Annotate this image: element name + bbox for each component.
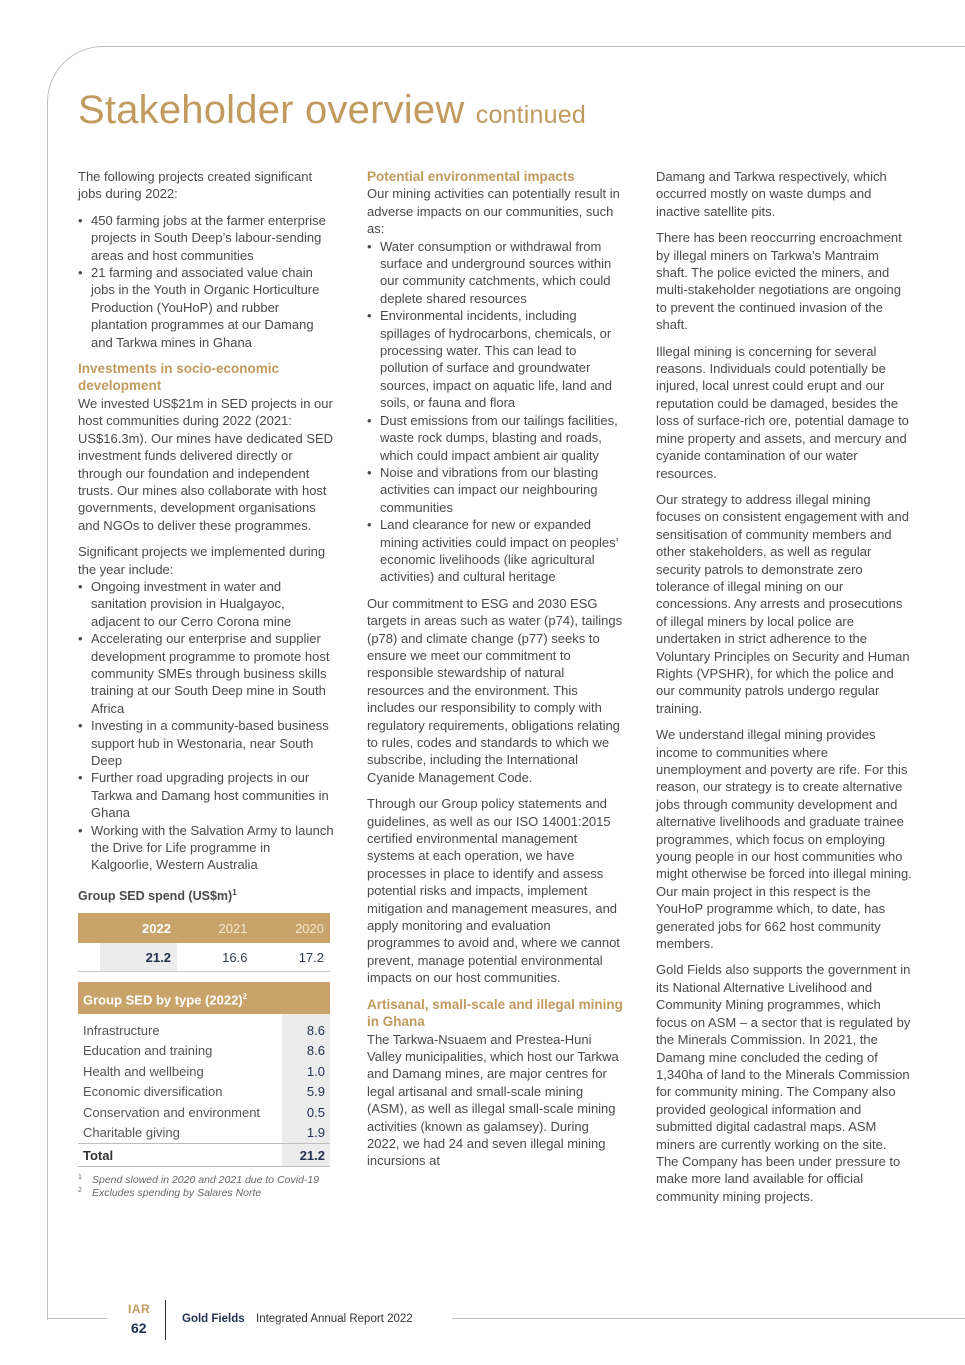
list-item: • Accelerating our enterprise and supplier development programme to promote host community SMEs through business skills training at our South Deep mine in South Africa: [78, 630, 334, 717]
paragraph: Our strategy to address illegal mining focuses on consistent engagement with and sensitisation of community members and other stakeholders, as well as regular security patrols to demonstrate zero tolerance of illegal mining on our concessions. Any arrests and prosecutions of illegal miners by local police are undertaken in strict adherence to the Voluntary Principles on Security and Human Rights (VPSHR), for which the police and our community patrols undergo regular training.: [656, 491, 910, 716]
spend-value-2022: 21.2: [100, 943, 177, 972]
asm-heading: Artisanal, small-scale and illegal mining in Ghana: [367, 996, 623, 1030]
paragraph: Damang and Tarkwa respectively, which occurred mostly on waste dumps and inactive satellite pits.: [656, 169, 887, 219]
list-item: • Water consumption or withdrawal from surface and underground sources within our community catchments, which could deplete shared resources: [367, 238, 623, 308]
list-item: • Working with the Salvation Army to launch the Drive for Life programme in Kalgoorlie, Western Australia: [78, 822, 334, 874]
table-row: Infrastructure 8.6: [78, 1014, 330, 1041]
table-row: Conservation and environment 0.5: [78, 1102, 330, 1123]
footer-section-label: IAR: [128, 1302, 151, 1316]
footnotes: [78, 1174, 334, 1199]
footer-report-title: Integrated Annual Report 2022: [256, 1313, 413, 1325]
column-2: [367, 168, 623, 1179]
list-item: • 450 farming jobs at the farmer enterprise projects in South Deep’s labour-sending areas and host communities: [78, 212, 334, 264]
page-title: [78, 88, 586, 133]
spend-table-header-blank: [78, 913, 100, 943]
page-number: 62: [131, 1320, 147, 1336]
spend-year-2021: 2021: [177, 913, 254, 943]
list-item: • Ongoing investment in water and sanitation provision in Hualgayoc, adjacent to our Cerro Corona mine: [78, 578, 334, 630]
list-item: • 21 farming and associated value chain jobs in the Youth in Organic Horticulture Production (YouHoP) and rubber plantation programmes at our Damang and Tarkwa mines in Ghana: [78, 264, 334, 351]
sed-heading: Investments in socio-economic development: [78, 361, 280, 394]
footer-brand: Gold Fields: [182, 1313, 245, 1325]
policy-paragraph: Through our Group policy statements and guidelines, as well as our ISO 14001:2015 certified environmental management systems at each operation, we have processes in place to identify and assess potential risks and impacts, implement mitigation and management measures, and apply monitoring and evaluation programmes to avoid and, where we cannot prevent, manage potential environmental impacts on our host communities.: [367, 796, 620, 986]
sed-paragraph: We invested US$21m in SED projects in our host communities during 2022 (2021: US$16.3m). Our mines have dedicated SED investment funds delivered directly or through our foundation and independent trusts. Our mines also collaborate with host governments, development organisations and NGOs to deliver these programmes.: [78, 395, 334, 533]
page-frame-left-rule: [47, 100, 48, 1320]
list-item: • Noise and vibrations from our blasting activities can impact our neighbouring communities: [367, 464, 623, 516]
spend-row-label: [78, 943, 100, 972]
type-table-title: Group SED by type $(2022)^2$: [78, 982, 330, 1014]
paragraph: We understand illegal mining provides income to communities where unemployment and poverty are rife. For this reason, our strategy is to create alternative jobs through community development and alternative livelihoods and graduate trainee programmes, which focus on employing young people in our host communities who might otherwise be forced into illegal mining. Our main project in this respect is the YouHoP programme which, to date, has generated jobs for 662 host community members.: [656, 727, 912, 952]
table-row: Charitable giving 1.9: [78, 1123, 330, 1144]
env-impacts-list: [367, 238, 623, 586]
table-row: Education and training 8.6: [78, 1041, 330, 1062]
column-3: [656, 168, 912, 1214]
table-row: Economic diversification 5.9: [78, 1082, 330, 1103]
paragraph: There has been reoccurring encroachment by illegal miners on Tarkwa’s Mantraim shaft. The police evicted the miners, and multi-stakeholder negotiations are ongoing to prevent the continued invasion of the shaft.: [656, 230, 902, 333]
table-row: Health and wellbeing 1.0: [78, 1061, 330, 1082]
esg-paragraph: Our commitment to ESG and 2030 ESG targets in areas such as water (p74), tailings (p78) and climate change (p77) seeks to ensure we meet our commitment to responsible stewardship of natural resources and the environment. This includes our responsibility to comply with regulatory requirements, obligations relating to rules, codes and standards to which we subscribe, including the International Cyanide Management Code.: [367, 595, 623, 785]
projects-intro: Significant projects we implemented during the year include:: [78, 544, 326, 577]
spend-value-2021: 16.6: [177, 943, 254, 972]
footer-divider: [165, 1300, 166, 1340]
list-item: • Environmental incidents, including spillages of hydrocarbons, chemicals, or processing water. This can lead to pollution of surface and groundwater sources, impact on aquatic life, land and soils, or fauna and flora: [367, 307, 623, 411]
page-frame-top-rule: [100, 46, 965, 47]
asm-paragraph: The Tarkwa-Nsuaem and Prestea-Huni Valley municipalities, which host our Tarkwa and Damang mines, are major centres for legal artisanal and small-scale mining (ASM), as well as illegal small-scale mining activities (known as galamsey). During 2022, we had 24 and seven illegal mining incursions at: [367, 1031, 619, 1169]
footnote: 2 Excludes spending by Salares Norte: [78, 1186, 262, 1199]
spend-value-2020: 17.2: [253, 943, 330, 972]
paragraph: Gold Fields also supports the government in its National Alternative Livelihood and Community Mining programmes, which focus on ASM – a sector that is regulated by the Minerals Commission. In 2021, the Damang mine concluded the ceding of 1,340ha of land to the Minerals Commission for community mining. The Company also provided geological information and submitted digital cadastral maps. ASM miners are currently working on the site. The Company has been under pressure to make more land available for official community mining projects.: [656, 962, 911, 1204]
list-item: • Further road upgrading projects in our Tarkwa and Damang host communities in Ghana: [78, 769, 334, 821]
spend-table-title: Group SED spend (US$m)$^1$: [78, 887, 237, 903]
sed-spend-table: [78, 913, 330, 972]
column-1: [78, 168, 334, 1199]
env-heading: Potential environmental impacts: [367, 169, 575, 184]
jobs-list: [78, 212, 334, 351]
list-item: • Land clearance for new or expanded mining activities could impact on peoples’ economic livelihoods (like agricultural activities) and cultural heritage: [367, 516, 623, 586]
spend-year-2022: 2022: [100, 913, 177, 943]
footnote: 1 Spend slowed in 2020 and 2021 due to Covid-19: [78, 1174, 320, 1187]
page-footer: [0, 1296, 965, 1346]
page-title-main: Stakeholder overview: [78, 88, 465, 132]
table-total-row: Total 21.2: [78, 1144, 330, 1167]
paragraph: Illegal mining is concerning for several reasons. Individuals could potentially be injured, local unrest could erupt and our reputation could be damaged, besides the loss of surface-rich ore, potential damage to mine property and assets, and mercury and cyanide contamination of our water resources.: [656, 343, 909, 481]
spend-year-2020: 2020: [253, 913, 330, 943]
sed-type-table: [78, 982, 330, 1167]
list-item: • Dust emissions from our tailings facilities, waste rock dumps, blasting and roads, which could impact ambient air quality: [367, 412, 623, 464]
list-item: • Investing in a community-based business support hub in Westonaria, near South Deep: [78, 717, 334, 769]
projects-list: [78, 578, 334, 874]
jobs-intro: The following projects created significant jobs during 2022:: [78, 169, 313, 202]
page-title-suffix: continued: [475, 101, 586, 129]
env-intro: Our mining activities can potentially result in adverse impacts on our communities, such as:: [367, 186, 620, 237]
